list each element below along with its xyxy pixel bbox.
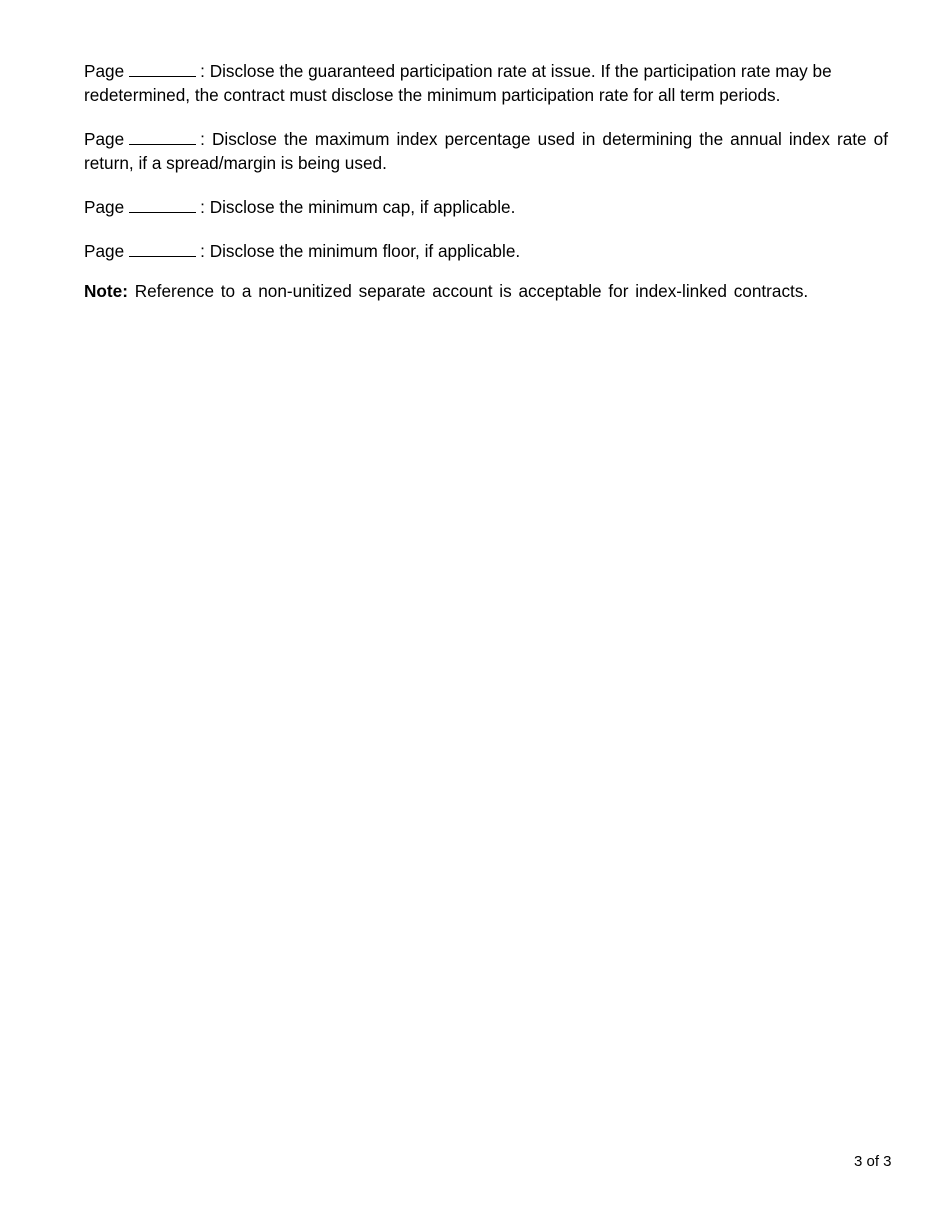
page-label: Page [84, 61, 125, 81]
note-label: Note: [84, 281, 128, 301]
disclosure-list [84, 59, 888, 320]
note-text: Reference to a non-unitized separate account is acceptable for index-linked contracts. [134, 281, 809, 301]
page-number-blank[interactable] [129, 195, 196, 213]
page-label: Page [84, 241, 125, 261]
page-label: Page [84, 197, 125, 217]
disclosure-text: : Disclose the maximum index percentage used in determining the annual index rate of return, if a spread/margin is being used. [84, 129, 888, 173]
page-number-blank[interactable] [129, 239, 196, 257]
disclosure-text: : Disclose the minimum cap, if applicable. [200, 197, 516, 217]
disclosure-text: : Disclose the minimum floor, if applicable. [200, 241, 521, 261]
disclosure-item-participation-rate [84, 59, 888, 107]
page-number-footer: 3 of 3 [854, 1153, 892, 1170]
page-label: Page [84, 129, 125, 149]
disclosure-text: : Disclose the guaranteed participation rate at issue. If the participation rate may be redetermined, the contract must disclose the minimum participation rate for all term periods. [84, 61, 832, 105]
page-number-blank[interactable] [129, 127, 196, 145]
disclosure-item-minimum-cap [84, 195, 888, 219]
disclosure-item-maximum-index-percentage [84, 127, 888, 175]
disclosure-item-minimum-floor [84, 239, 888, 263]
note-paragraph [84, 279, 888, 303]
page-number-blank[interactable] [129, 59, 196, 77]
